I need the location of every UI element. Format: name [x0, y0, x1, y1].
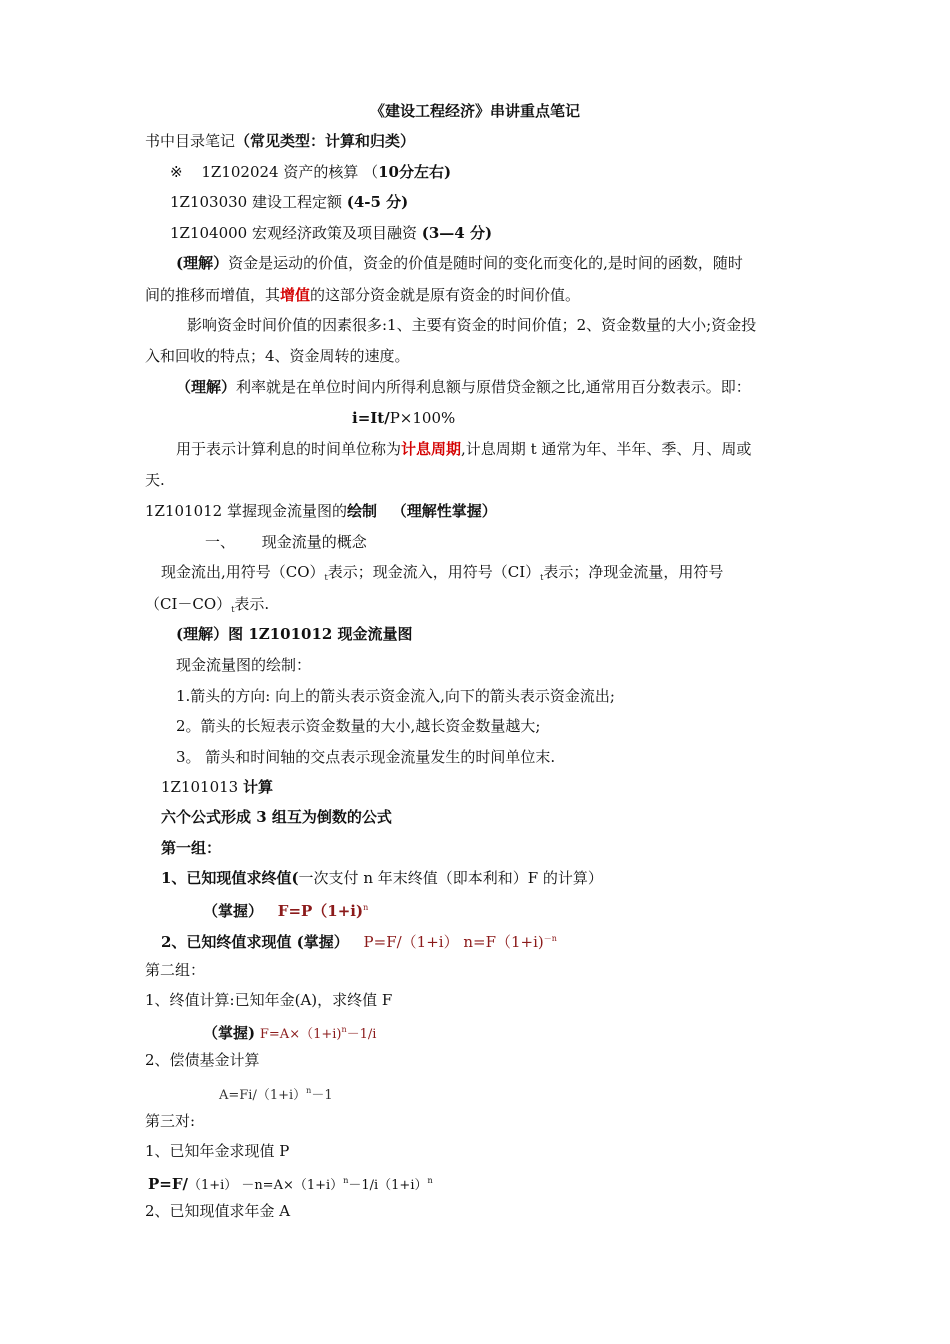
- toc-item-2-score: (4-5 分): [346, 193, 409, 211]
- section-code: 1Z101012 掌握现金流量图的: [145, 502, 347, 520]
- formula-af-end: －1: [311, 1088, 333, 1103]
- cash-flow-net-end: 表示.: [234, 595, 270, 613]
- cash-flow-net-symbol: （CI－CO）: [145, 595, 232, 613]
- paragraph-3-label: （理解）: [176, 378, 237, 396]
- interest-rate-formula: [352, 408, 455, 428]
- formula-fa: F=A×（1+i): [259, 1027, 342, 1042]
- master-note: （掌握）: [203, 902, 264, 920]
- toc-item-1-text: 1Z102024 资产的核算 （: [201, 163, 379, 181]
- section-code: 1Z101013: [161, 778, 243, 796]
- section-bold: 计算: [243, 778, 274, 796]
- formula-title: 1、已知现值求终值(: [161, 869, 299, 887]
- superscript-n: n: [341, 1025, 347, 1034]
- toc-item-2: [170, 192, 408, 212]
- group-3-formula-1-desc: 1、已知年金求现值 P: [145, 1142, 290, 1160]
- cash-flow-out: 现金流出,用符号（CO）: [161, 563, 325, 581]
- figure-label: (理解）图 1Z101012 现金流量图: [176, 625, 413, 643]
- subsection-title: 现金流量的概念: [261, 533, 367, 551]
- paragraph-1-line-1: [176, 253, 743, 273]
- subscript-t: t: [540, 573, 544, 582]
- formula-desc: 一次支付 n 年末终值（即本利和）F 的计算）: [298, 869, 603, 887]
- superscript-n: n: [343, 1176, 349, 1185]
- formula-i-left: i=It/: [352, 409, 390, 427]
- paragraph-1-text-b: 间的推移而增值，其: [145, 286, 281, 304]
- toc-label: 书中目录笔记: [145, 132, 236, 150]
- toc-note: （常见类型：计算和归类）: [235, 132, 416, 150]
- section-1z101013-heading: [161, 777, 273, 797]
- paragraph-2-line-1: 影响资金时间价值的因素很多:1、主要有资金的时间价值；2、资金数量的大小;资金投: [187, 316, 757, 334]
- formula-fa-end: －1/i: [346, 1027, 377, 1042]
- superscript-n: n: [427, 1176, 433, 1185]
- cash-flow-line-2: [145, 594, 269, 620]
- group-2-label: 第二组：: [145, 961, 206, 979]
- paragraph-1-label: (理解）: [176, 254, 229, 272]
- toc-heading: [145, 131, 415, 151]
- drawing-rule-3: 3。 箭头和时间轴的交点表示现金流量发生的时间单位末.: [176, 748, 556, 766]
- group-1-formula-2: [161, 929, 557, 952]
- formula-pa-a: （1+i）: [187, 1178, 238, 1193]
- group-2-formula-1: [203, 1020, 376, 1045]
- superscript-n: n: [306, 1086, 312, 1095]
- subsection-number: 一、: [205, 533, 236, 551]
- six-formulas-heading: 六个公式形成 3 组互为倒数的公式: [161, 808, 392, 826]
- master-note: （掌握): [203, 1024, 256, 1042]
- drawing-rule-2: 2。箭头的长短表示资金数量的大小,越长资金数量越大;: [176, 717, 541, 735]
- superscript-neg-n: －n: [543, 934, 557, 943]
- section-bold: 绘制: [347, 502, 378, 520]
- paragraph-3-text: 利率就是在单位时间内所得利息额与原借贷金额之比,通常用百分数表示。即：: [236, 378, 751, 396]
- paragraph-4-text: 用于表示计算利息的时间单位称为: [176, 440, 402, 458]
- section-1z101012-heading: [145, 501, 497, 521]
- group-1-formula-1: [203, 898, 368, 921]
- formula-i-right: P×100%: [389, 409, 456, 427]
- group-2-formula-2: [219, 1081, 333, 1106]
- drawing-title: 现金流量图的绘制：: [176, 656, 312, 674]
- subsection-heading: [205, 532, 367, 552]
- drawing-rule-1: 1.箭头的方向: 向上的箭头表示资金流入,向下的箭头表示资金流出;: [176, 687, 615, 705]
- reference-mark: ※: [170, 163, 183, 181]
- paragraph-1-text-c: 的这部分资金就是原有资金的时间价值。: [310, 286, 581, 304]
- toc-item-3-text: 1Z104000 宏观经济政策及项目融资: [170, 224, 422, 242]
- formula-fp: F=P（1+i): [277, 902, 364, 920]
- formula-pf: P=F/（1+i） n=F（1+i): [363, 933, 544, 951]
- cash-flow-line-1: [161, 562, 723, 588]
- toc-item-3: [170, 223, 492, 243]
- formula-af: A=Fi/（1+i）: [219, 1088, 307, 1103]
- group-1-formula-1-desc: [161, 868, 603, 888]
- group-2-formula-2-desc: 2、偿债基金计算: [145, 1051, 260, 1069]
- highlight-jixi-zhouqi: 计息周期: [401, 440, 462, 458]
- highlight-zengzhi: 增值: [280, 286, 311, 304]
- paragraph-2-line-2: 入和回收的特点；4、资金周转的速度。: [145, 347, 410, 365]
- paragraph-4-text-b: ,计息周期 t 通常为年、半年、季、月、周或: [461, 440, 752, 458]
- cash-flow-net: 表示；净现金流量，用符号: [543, 563, 724, 581]
- group-3-label: 第三对:: [145, 1112, 196, 1130]
- formula-title: 2、已知终值求现值 (掌握）: [161, 933, 349, 951]
- paragraph-1-line-2: [145, 285, 580, 305]
- cash-flow-in: 表示；现金流入，用符号（CI）: [327, 563, 541, 581]
- formula-pa-c: －1/i（1+i）: [348, 1178, 428, 1193]
- paragraph-1-text: 资金是运动的价值，资金的价值是随时间的变化而变化的,是时间的函数，随时: [228, 254, 743, 272]
- toc-item-2-text: 1Z103030 建设工程定额: [170, 193, 347, 211]
- document-title: 《建设工程经济》串讲重点笔记: [369, 102, 580, 120]
- paragraph-3: [176, 377, 751, 397]
- subscript-t: t: [324, 573, 328, 582]
- group-2-formula-1-desc: 1、终值计算:已知年金(A)，求终值 F: [145, 991, 393, 1009]
- toc-item-3-score: (3—4 分): [421, 224, 493, 242]
- section-note: （理解性掌握）: [391, 502, 497, 520]
- superscript-n: n: [363, 903, 369, 912]
- toc-item-1-score: 10分左右): [378, 163, 452, 181]
- subscript-t: t: [231, 605, 235, 614]
- group-1-label: 第一组：: [161, 839, 222, 857]
- paragraph-4-line-2: 天.: [145, 471, 165, 489]
- paragraph-4-line-1: [176, 439, 751, 459]
- formula-pa-b: －n=A×（1+i）: [241, 1178, 344, 1193]
- toc-item-1: [170, 162, 451, 182]
- group-3-formula-2-desc: 2、已知现值求年金 A: [145, 1202, 291, 1220]
- formula-pf-bold: P=F/: [148, 1175, 188, 1193]
- group-3-formula-1: [148, 1171, 433, 1196]
